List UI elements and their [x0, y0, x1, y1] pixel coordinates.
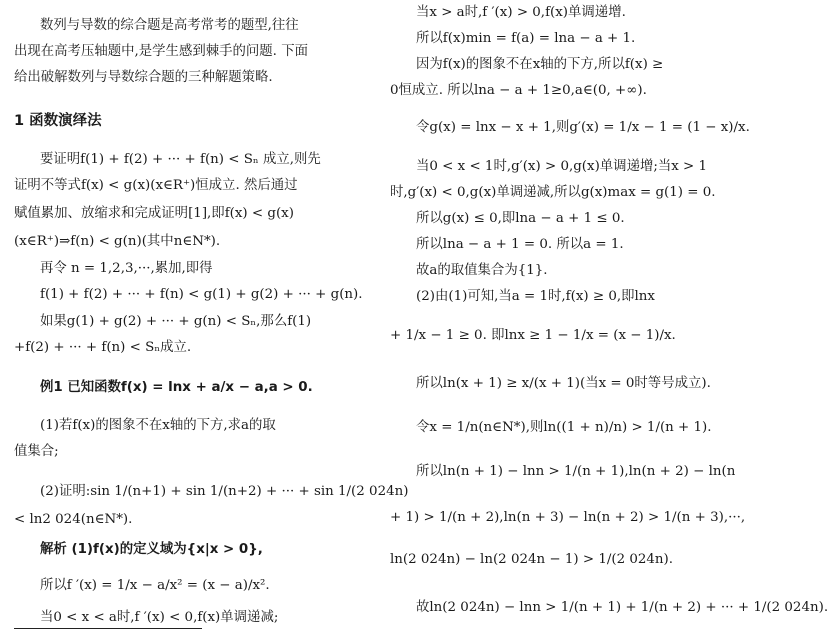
left-line-9: 再令 n = 1,2,3,···,累加,即得	[40, 261, 213, 276]
right-line-12: + 1/x − 1 ≥ 0. 即lnx ≥ 1 − 1/x = (x − 1)/x.	[390, 328, 676, 343]
right-line-2: 所以f(x)min = f(a) = lna − a + 1.	[416, 31, 636, 46]
right-line-16: + 1) > 1/(n + 2),ln(n + 3) − ln(n + 2) > 1/(n + 3),···,	[390, 510, 746, 525]
right-line-15: 所以ln(n + 1) − lnn > 1/(n + 1),ln(n + 2) − ln(n	[416, 464, 736, 479]
left-line-10: f(1) + f(2) + ··· + f(n) < g(1) + g(2) + ··· + g(n).	[40, 287, 363, 302]
left-line-18: 解析 (1)f(x)的定义域为{x|x > 0},	[40, 542, 263, 557]
left-line-20: 当0 < x < a时,f ′(x) < 0,f(x)单调递减;	[40, 610, 279, 625]
left-line-17: < ln2 024(n∈N*).	[14, 512, 133, 527]
left-line-6: 证明不等式f(x) < g(x)(x∈R⁺)恒成立. 然后通过	[14, 178, 298, 193]
right-line-14: 令x = 1/n(n∈N*),则ln((1 + n)/n) > 1/(n + 1).	[416, 420, 712, 435]
right-line-6: 当0 < x < 1时,g′(x) > 0,g(x)单调递增;当x > 1	[416, 159, 708, 174]
right-line-8: 所以g(x) ≤ 0,即lna − a + 1 ≤ 0.	[416, 211, 625, 226]
right-line-18: 故ln(2 024n) − lnn > 1/(n + 1) + 1/(n + 2) + ··· + 1/(2 024n).	[416, 600, 828, 615]
left-line-11: 如果g(1) + g(2) + ··· + g(n) < Sₙ,那么f(1)	[40, 314, 312, 329]
right-line-9: 所以lna − a + 1 = 0. 所以a = 1.	[416, 237, 624, 252]
footnote-rule	[14, 628, 202, 629]
left-line-16: (2)证明:sin 1/(n+1) + sin 1/(n+2) + ··· + sin 1/(2 024n)	[40, 484, 409, 499]
left-line-15: 值集合;	[14, 444, 59, 459]
right-line-17: ln(2 024n) − ln(2 024n − 1) > 1/(2 024n).	[390, 552, 674, 567]
left-line-3: 给出破解数列与导数综合题的三种解题策略.	[14, 70, 273, 85]
left-line-7: 赋值累加、放缩求和完成证明[1],即f(x) < g(x)	[14, 206, 294, 221]
right-line-4: 0恒成立. 所以lna − a + 1≥0,a∈(0, +∞).	[390, 83, 647, 98]
right-line-1: 当x > a时,f ′(x) > 0,f(x)单调递增.	[416, 5, 626, 20]
left-line-14: (1)若f(x)的图象不在x轴的下方,求a的取	[40, 418, 276, 433]
right-line-10: 故a的取值集合为{1}.	[416, 263, 548, 278]
right-line-13: 所以ln(x + 1) ≥ x/(x + 1)(当x = 0时等号成立).	[416, 376, 711, 391]
right-line-3: 因为f(x)的图象不在x轴的下方,所以f(x) ≥	[416, 57, 664, 72]
left-line-2: 出现在高考压轴题中,是学生感到棘手的问题. 下面	[14, 44, 308, 59]
right-line-11: (2)由(1)可知,当a = 1时,f(x) ≥ 0,即lnx	[416, 289, 655, 304]
left-line-19: 所以f ′(x) = 1/x − a/x² = (x − a)/x².	[40, 578, 270, 593]
left-line-12: +f(2) + ··· + f(n) < Sₙ成立.	[14, 340, 192, 355]
right-line-7: 时,g′(x) < 0,g(x)单调递减,所以g(x)max = g(1) = 0.	[390, 185, 716, 200]
left-line-13: 例1 已知函数f(x) = lnx + a/x − a,a > 0.	[40, 380, 313, 395]
left-line-5: 要证明f(1) + f(2) + ··· + f(n) < Sₙ 成立,则先	[40, 152, 321, 167]
left-line-8: (x∈R⁺)⇒f(n) < g(n)(其中n∈N*).	[14, 234, 221, 249]
left-line-1: 数列与导数的综合题是高考常考的题型,往往	[40, 18, 299, 33]
right-line-5: 令g(x) = lnx − x + 1,则g′(x) = 1/x − 1 = (1 − x)/x.	[416, 120, 750, 135]
left-line-4: 1 函数演绎法	[14, 113, 102, 129]
